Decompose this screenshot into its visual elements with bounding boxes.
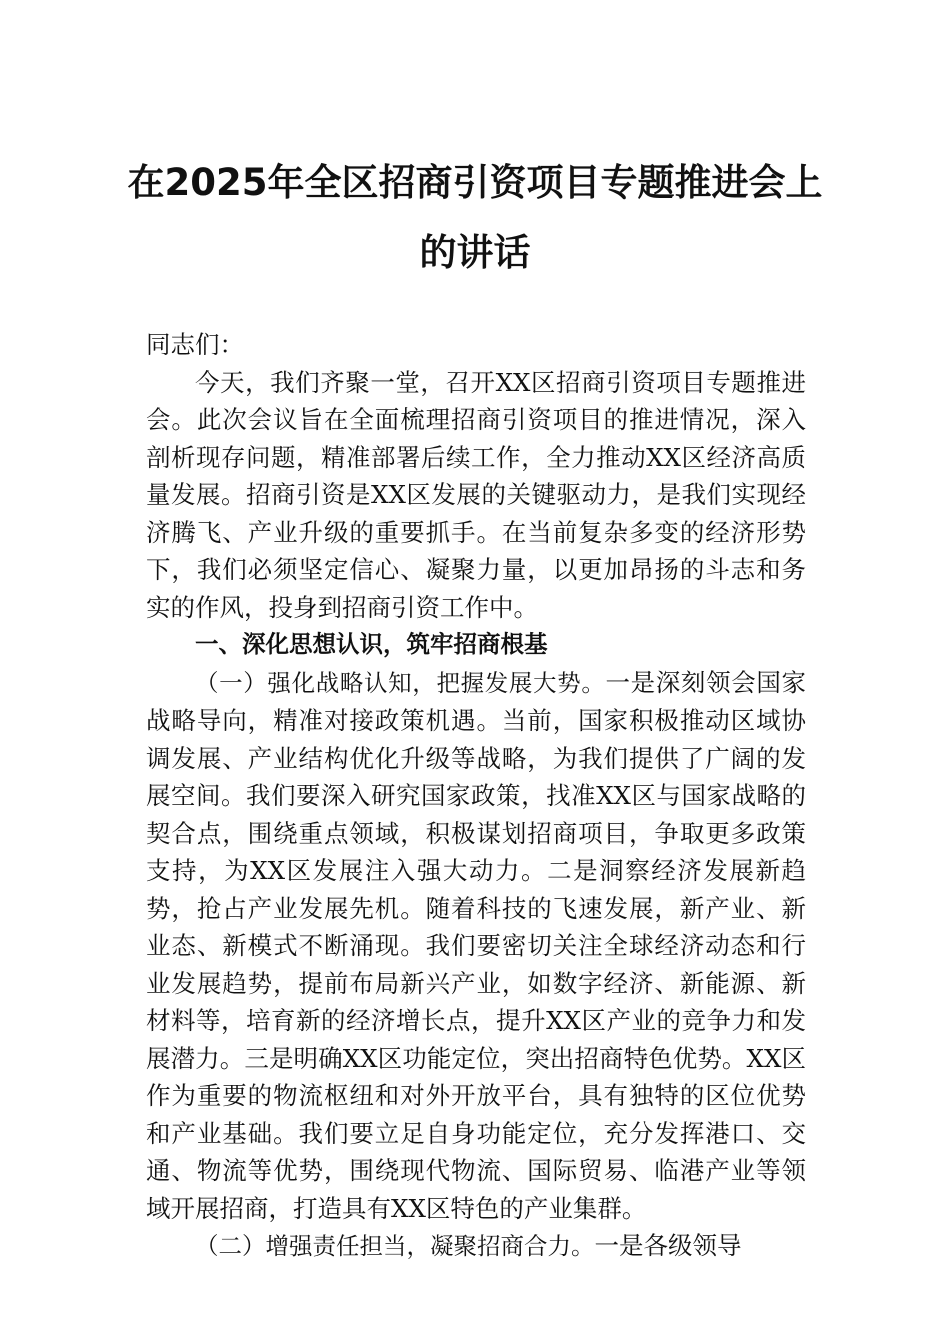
subsection-paragraph-1 (146, 664, 806, 1228)
document-title-line-1: 在2025年全区招商引资项目专题推进会上 (127, 161, 823, 204)
document-title-line-2: 的讲话 (419, 231, 531, 274)
subsection-heading-2: （二）增强责任担当，凝聚招商合力。 (195, 1232, 595, 1260)
subsection-paragraph-2 (146, 1227, 806, 1266)
document-body (146, 326, 806, 1266)
subsection-body-2: 一是各级领导 (594, 1231, 742, 1260)
salutation: 同志们： (146, 330, 244, 359)
subsection-heading-1: （一）强化战略认知，把握发展大势。 (195, 668, 606, 697)
intro-paragraph: 今天，我们齐聚一堂，召开XX区招商引资项目专题推进会。此次会议旨在全面梳理招商引资项目的推进情况，深入剖析现存问题，精准部署后续工作，全力推动XX区经济高质量发展。招商引资是XX区发展的关键驱动力，是我们实现经济腾飞、产业升级的重要抓手。在当前复杂多变的经济形势下，我们必须坚定信心、凝聚力量，以更加昂扬的斗志和务实的作风，投身到招商引资工作中。 (146, 367, 806, 622)
section-heading-1: 一、深化思想认识，筑牢招商根基 (195, 630, 548, 658)
subsection-body-1: 一是深刻领会国家战略导向，精准对接政策机遇。当前，国家积极推动区域协调发展、产业结构优化升级等战略，为我们提供了广阔的发展空间。我们要深入研究国家政策，找准XX区与国家战略的契合点，围绕重点领域，积极谋划招商项目，争取更多政策支持，为XX区发展注入强大动力。二是洞察经济发展新趋势，抢占产业发展先机。随着科技的飞速发展，新产业、新业态、新模式不断涌现。我们要密切关注全球经济动态和行业发展趋势，提前布局新兴产业，如数字经济、新能源、新材料等，培育新的经济增长点，提升XX区产业的竞争力和发展潜力。三是明确XX区功能定位，突出招商特色优势。XX区作为重要的物流枢纽和对外开放平台，具有独特的区位优势和产业基础。我们要立足自身功能定位，充分发挥港口、交通、物流等优势，围绕现代物流、国际贸易、临港产业等领域开展招商，打造具有XX区特色的产业集群。 (146, 667, 807, 1223)
